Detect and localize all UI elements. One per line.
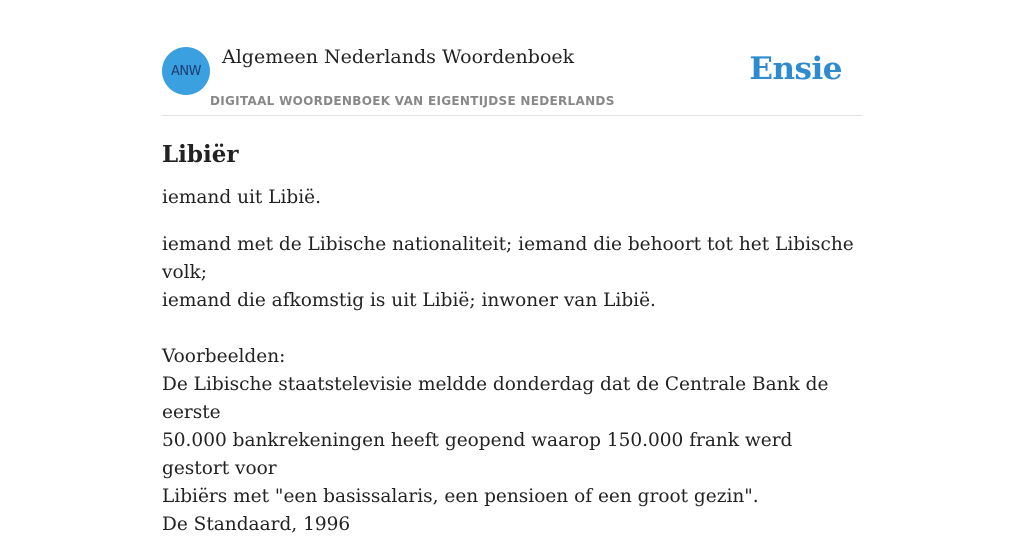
anw-logo[interactable] (162, 47, 210, 95)
definition-line: iemand die afkomstig is uit Libië; inwoner van Libië. (162, 290, 656, 311)
ensie-brand-logo[interactable]: Ensie (749, 51, 842, 87)
example-source: De Standaard, 1996 (162, 514, 351, 535)
site-header (162, 0, 862, 116)
site-subtitle: DIGITAAL WOORDENBOEK VAN EIGENTIJDSE NEDERLANDS (210, 94, 615, 108)
examples-label: Voorbeelden: (162, 346, 286, 367)
examples-block (162, 343, 862, 539)
example-line: 50.000 bankrekeningen heeft geopend waarop 150.000 frank werd gestort voor (162, 430, 793, 479)
definition-block (162, 231, 862, 315)
example-line: De Libische staatstelevisie meldde donderdag dat de Centrale Bank de eerste (162, 374, 829, 423)
logo-text: ANW (171, 63, 201, 79)
example-line: Libiërs met "een basissalaris, een pensioen of een groot gezin". (162, 486, 759, 507)
entry-content (162, 140, 862, 539)
definition-line: iemand met de Libische nationaliteit; iemand die behoort tot het Libische volk; (162, 234, 854, 283)
site-title[interactable]: Algemeen Nederlands Woordenboek (222, 46, 575, 68)
short-definition: iemand uit Libië. (162, 187, 322, 208)
headword: Libiër (162, 141, 239, 168)
